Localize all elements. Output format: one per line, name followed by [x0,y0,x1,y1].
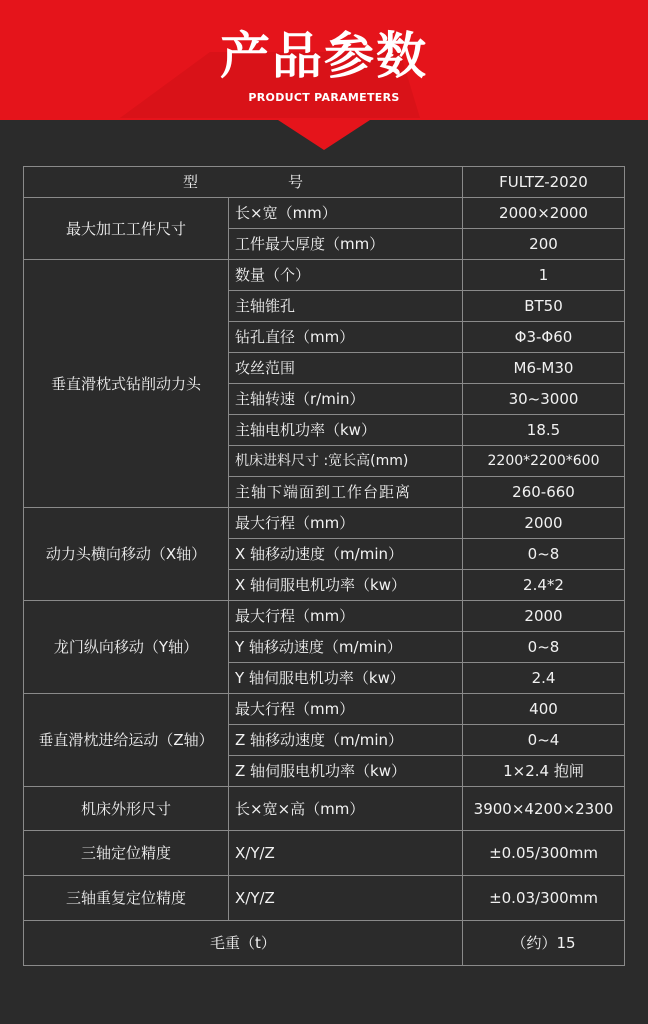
param-value: 2.4*2 [463,570,625,601]
model-label-cell [24,167,463,198]
group-label: 三轴重复定位精度 [24,876,229,921]
param-label: 长×宽（mm） [229,198,463,229]
param-value: ±0.03/300mm [463,876,625,921]
table-row [24,508,625,539]
group-label: 三轴定位精度 [24,831,229,876]
param-label: 最大行程（mm） [229,694,463,725]
param-value: 30~3000 [463,384,625,415]
param-value: 0~4 [463,725,625,756]
table-row [24,198,625,229]
param-label: X/Y/Z [229,831,463,876]
table-row [24,831,625,876]
model-value: FULTZ-2020 [463,167,625,198]
param-label: 最大行程（mm） [229,508,463,539]
param-label: 主轴电机功率（kw） [229,415,463,446]
page-title: 产品参数 [220,27,428,85]
param-value: 3900×4200×2300 [463,787,625,831]
group-label: 垂直滑枕进给运动（Z轴） [24,694,229,787]
param-label: 工件最大厚度（mm） [229,229,463,260]
param-label: 数量（个） [229,260,463,291]
table-row [24,260,625,291]
gross-weight-value: （约）15 [463,921,625,966]
table-row [24,601,625,632]
page-subtitle: PRODUCT PARAMETERS [248,91,400,104]
header-banner [0,0,648,150]
param-value: 0~8 [463,539,625,570]
param-label: X 轴伺服电机功率（kw） [229,570,463,601]
table-footer-row [24,921,625,966]
param-label: Y 轴伺服电机功率（kw） [229,663,463,694]
param-label: Z 轴伺服电机功率（kw） [229,756,463,787]
param-label: 主轴下端面到工作台距离 [229,477,463,508]
table-row [24,694,625,725]
param-value: 2000 [463,508,625,539]
param-label: 最大行程（mm） [229,601,463,632]
param-label: 长×宽×高（mm） [229,787,463,831]
param-label: 主轴转速（r/min） [229,384,463,415]
param-label: 主轴锥孔 [229,291,463,322]
param-label: X 轴移动速度（m/min） [229,539,463,570]
param-label: Z 轴移动速度（m/min） [229,725,463,756]
param-label: 攻丝范围 [229,353,463,384]
param-value: 1×2.4 抱闸 [463,756,625,787]
table-header-row [24,167,625,198]
param-value: 18.5 [463,415,625,446]
param-label: Y 轴移动速度（m/min） [229,632,463,663]
param-value: 400 [463,694,625,725]
param-value: 200 [463,229,625,260]
table-row [24,787,625,831]
param-value: 2200*2200*600 [463,446,625,477]
model-label-left: 型 [182,173,198,191]
param-label: 钻孔直径（mm） [229,322,463,353]
param-value: 2000 [463,601,625,632]
group-label: 动力头横向移动（X轴） [24,508,229,601]
param-value: BT50 [463,291,625,322]
group-label: 机床外形尺寸 [24,787,229,831]
param-value: 2000×2000 [463,198,625,229]
param-value: M6-M30 [463,353,625,384]
gross-weight-label: 毛重（t） [24,921,463,966]
group-label: 最大加工工件尺寸 [24,198,229,260]
table-row [24,876,625,921]
param-value: ±0.05/300mm [463,831,625,876]
param-label: 机床进料尺寸 :宽长高(mm) [229,446,463,477]
param-value: 2.4 [463,663,625,694]
spec-table [23,166,625,966]
param-value: 1 [463,260,625,291]
param-value: 0~8 [463,632,625,663]
param-value: 260-660 [463,477,625,508]
param-value: Φ3-Φ60 [463,322,625,353]
group-label: 龙门纵向移动（Y轴） [24,601,229,694]
group-label: 垂直滑枕式钻削动力头 [24,260,229,508]
param-label: X/Y/Z [229,876,463,921]
model-label-right: 号 [288,173,304,191]
